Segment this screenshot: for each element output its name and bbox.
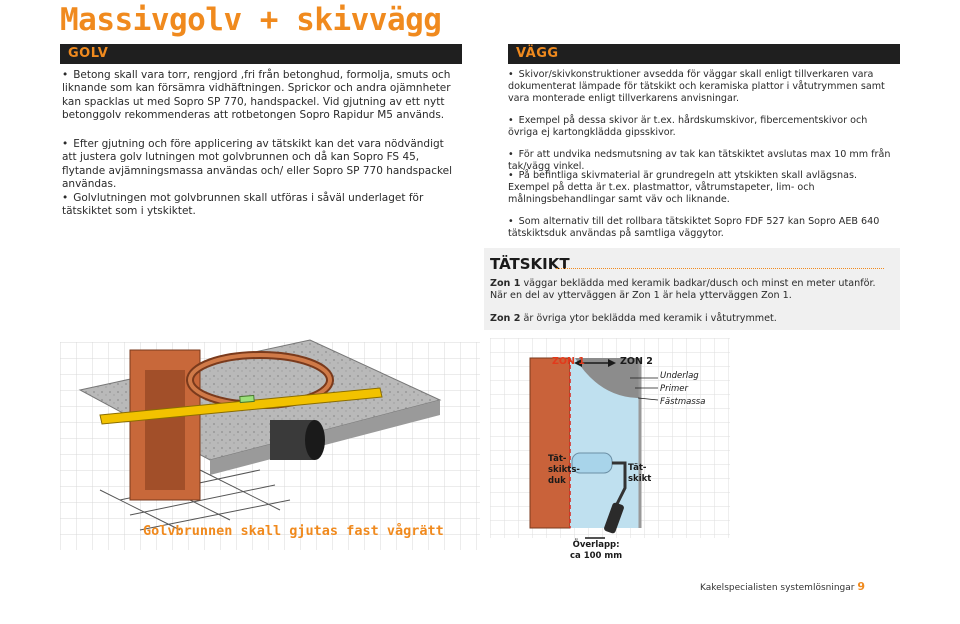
label-tatskiktsduk-1: Tät- [548,454,567,464]
vagg-paragraph-3-text: För att undvika nedsmutsning av tak kan tätskiktet avslutas max 10 mm från tak/vägg vinkel. [508,149,891,172]
vagg-paragraph-5 [508,216,900,240]
zone1-description [490,278,894,302]
label-tatskiktsduk-2: skikts- [548,465,580,475]
label-fastmassa: Fästmassa [660,397,706,407]
vagg-paragraph-1-text: Skivor/skivkonstruktioner avsedda för väggar skall enligt tillverkaren vara dokumenterat lämpade för tätskikt och keramiska plattor i våtutrymmen samt vara monterade enligt tillverkarens anvisningar. [508,69,885,104]
vagg-paragraph-1 [508,69,900,105]
drain-inner [145,370,185,490]
page-title: Massivgolv + skivvägg [60,2,442,38]
zone1-text: väggar beklädda med keramik badkar/dusch och minst en meter utanför. [520,278,876,289]
golv-paragraph-1-text: Betong skall vara torr, rengjord ,fri från betonghud, formolja, smuts och liknande som kan försämra vidhäftningen. Sprickor och andra ojämnheter kan spacklas ut med Sopro SP 770, handspackel. Vid gjutning av ett nytt betonggolv rekommenderas att rotbetongen Sopro Rapidur M5 används. [62,69,451,122]
section-header-vagg: VÄGG [508,44,900,64]
section-header-golv: GOLV [60,44,462,64]
vagg-paragraph-4-text: På befintliga skivmaterial är grundregeln att ytskikten skall avlägsnas. Exempel på detta är t.ex. plastmattor, våtrumstapeter, lim- och målningsbehandlingar samt väv och liknande. [508,170,858,205]
vagg-paragraph-4 [508,170,900,206]
page-footer [700,580,865,593]
floor-drain-caption: Golvbrunnen skall gjutas fast vågrätt [143,523,444,539]
golv-paragraph-2-text: Efter gjutning och före applicering av tätskikt kan det vara nödvändigt att justera golv lutningen mot golvbrunnen och då kan Sopro FS 45, flytande avjämningsmassa användas och/ eller Sopro SP 770 handspackel användas. [62,138,453,191]
golv-paragraph-3 [62,192,460,219]
golv-paragraph-2 [62,138,460,192]
page-number: 9 [857,580,866,593]
label-tatskikt-1: Tät- [628,463,647,473]
footer-text: Kakelspecialisten systemlösningar [700,583,855,593]
golv-paragraph-1 [62,69,460,123]
zone1-label: Zon 1 [490,278,521,289]
zone2-text: är övriga ytor beklädda med keramik i våtutrymmet. [520,313,777,324]
tatskikt-header: TÄTSKIKT [490,255,570,273]
label-zon2: ZON 2 [620,356,653,367]
tatskikt-divider [556,268,884,269]
drain-pipe-end [305,420,325,460]
label-overlap-1: Överlapp: [572,540,620,550]
label-primer: Primer [660,384,688,394]
vagg-paragraph-5-text: Som alternativ till det rollbara tätskiktet Sopro FDF 527 kan Sopro AEB 640 tätskiktsduk användas på samtliga väggytor. [508,216,880,239]
level-bubble [240,395,254,402]
label-overlap-2: ca 100 mm [570,551,623,561]
floor-drain-illustration [60,230,480,550]
zone2-description [490,313,894,325]
wall-zone1-layer [530,358,570,528]
label-overlap [570,540,622,562]
label-tatskiktsduk-3: duk [548,476,566,486]
zone2-label: Zon 2 [490,313,521,324]
vagg-paragraph-2 [508,115,900,139]
vagg-paragraph-2-text: Exempel på dessa skivor är t.ex. hårdskumskivor, fibercementskivor och övriga ej kartongklädda gipsskivor. [508,115,868,138]
label-tatskikt [628,463,651,485]
label-underlag: Underlag [660,371,699,381]
label-tatskiktsduk [548,454,580,487]
label-tatskikt-2: skikt [628,474,652,484]
golv-paragraph-3-text: Golvlutningen mot golvbrunnen skall utföras i såväl underlaget för tätskiktet som i ytskiktet. [62,192,424,218]
label-zon1: ZON 1 [552,356,585,367]
zone1-text-2: När en del av ytterväggen är Zon 1 är hela ytterväggen Zon 1. [490,290,792,301]
